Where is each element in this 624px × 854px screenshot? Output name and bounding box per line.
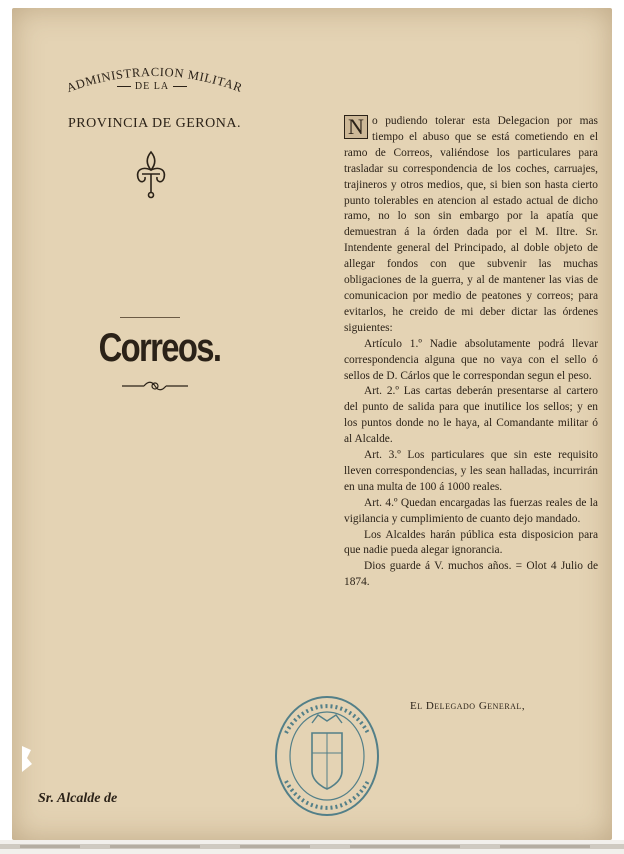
addressee-line: Sr. Alcalde de: [38, 791, 118, 806]
header-province: PROVINCIA DE GERONA.: [68, 116, 241, 131]
document-sheet: [12, 8, 612, 840]
article-4-text: Quedan encargadas las fuerzas reales de la vigilancia y cumplimiento de cuanto dejo mandado.: [344, 496, 598, 525]
intro-text: o pudiendo tolerar esta Delegacion por mas tiempo el abuso que se está cometiendo en el ramo de Correos, valiéndose los particulares para trasladar su correspondencia de los coches, carruajes, trajineros y otros medios, que, si bien son hasta cierto punto tolerables en atencion al estado actual de dicho ramo, no lo son sin embargo por la apatía que demuestran á la órden dada por el M. Iltre. Sr. Intendente general del Principado, al doble objeto de allegar fondos con que subvenir las muchas obligaciones de la guerra, y al de mantener las vias de comunicacion por medio de peatones y correos; para evitarlos, he creido de mi deber dictar las órdenes siguientes:: [344, 115, 598, 334]
article-2-label: Art. 2.º: [364, 385, 399, 398]
administracion-text: ADMINISTRACION MILITAR: [64, 64, 245, 96]
article-2-text: Las cartas deberán presentarse al cartero del punto de salida para que inutilice los sellos; y en los puntos donde no le haya, al Comandante militar ó al Alcalde.: [344, 385, 598, 446]
article-3: [344, 448, 598, 496]
article-1-text: Nadie absolutamente podrá llevar correspondencia alguna que no vaya con el sello ó sellos de D. Cárlos que le correspondan segun el peso.: [344, 337, 598, 382]
flourish-ornament-icon: [120, 380, 190, 392]
article-3-text: Los particulares que sin este requisito lleven correspondencias, y les sean halladas, incurrirán en una multa de 100 á 1000 reales.: [344, 449, 598, 493]
fleur-ornament-icon: [132, 148, 170, 200]
article-4-label: Art. 4.º: [364, 496, 398, 509]
article-3-label: Art. 3.º: [364, 449, 401, 462]
paper-tear-notch: [22, 746, 34, 772]
title-divider: [120, 317, 180, 318]
scanner-edge-strip: [0, 840, 624, 854]
article-1: [344, 337, 598, 385]
official-seal-stamp-icon: [272, 693, 382, 819]
dropcap-letter: N: [344, 115, 368, 139]
article-1-label: Artículo 1.º: [364, 337, 422, 350]
article-2: [344, 384, 598, 448]
closing-paragraph: Los Alcaldes harán pública esta disposicion para que nadie pueda alegar ignorancia.: [344, 528, 598, 557]
date-line: Dios guarde á V. muchos años. = Olot 4 Julio de 1874.: [344, 560, 598, 589]
decree-body: [344, 114, 598, 591]
header-de-la: DE LA: [102, 81, 202, 92]
signature-line: El Delegado General,: [410, 700, 526, 712]
article-4: [344, 496, 598, 528]
page-title: Correos.: [98, 326, 221, 370]
intro-paragraph: [344, 114, 598, 337]
